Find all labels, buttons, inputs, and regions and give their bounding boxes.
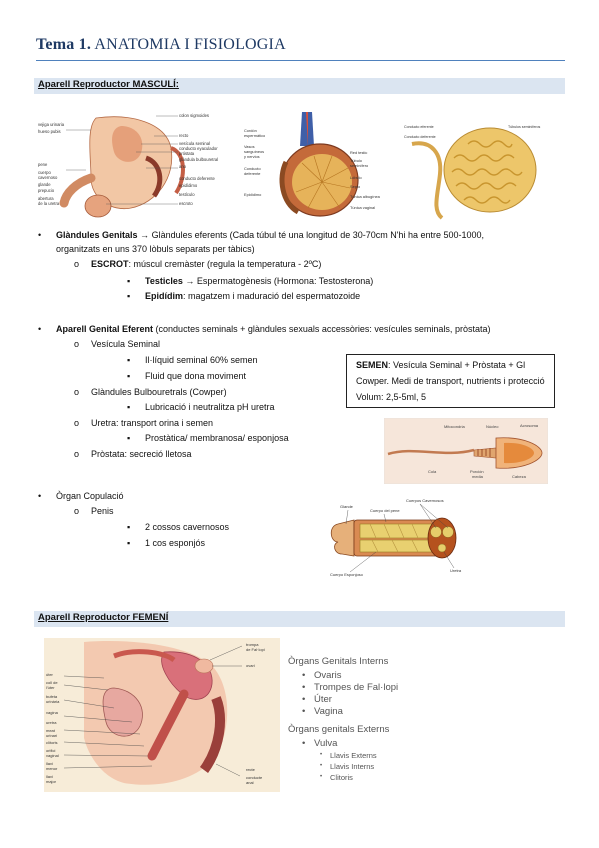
svg-text:de la uretra: de la uretra (38, 201, 60, 206)
female-section-header: Aparell Reproductor FEMENÍ (34, 611, 565, 627)
svg-text:Cuerpo del pene: Cuerpo del pene (370, 508, 400, 513)
svg-text:llavi: llavi (46, 774, 53, 779)
item-fluid-moviment: Fluid que dona moviment (145, 371, 247, 381)
list-bullet: • (302, 738, 306, 749)
svg-text:media: media (472, 474, 483, 479)
svg-text:uretra: uretra (46, 720, 57, 725)
svg-text:Cordón: Cordón (244, 128, 257, 133)
male-sagittal-figure (36, 108, 232, 220)
item-cos-esponjos: 1 cos esponjós (145, 538, 206, 548)
square-bullet: ▪ (127, 291, 131, 301)
bullet-glandules-genitals: Glàndules Genitals → Glàndules eferents (Cada túbul té una longitud de 30-70cm N'hi ha entre 500-1000, (56, 230, 484, 240)
svg-text:recte: recte (246, 767, 255, 772)
svg-text:cavernoso: cavernoso (38, 175, 58, 180)
svg-text:conducte: conducte (246, 775, 263, 780)
svg-text:abertura: abertura (38, 196, 54, 201)
svg-text:vagina: vagina (46, 710, 58, 715)
list-bullet: • (302, 682, 306, 693)
svg-text:ano: ano (179, 164, 186, 169)
svg-text:recto: recto (179, 133, 189, 138)
svg-text:próstata: próstata (179, 151, 195, 156)
sub-bullet-vesicula-seminal: Vesícula Seminal (91, 339, 161, 349)
svg-text:Núcleo: Núcleo (486, 424, 499, 429)
sub-bullet-prostata: Pròstata: secreció lletosa (91, 449, 192, 459)
square-bullet: ▪ (127, 433, 131, 443)
svg-text:Cabeza: Cabeza (512, 474, 526, 479)
item-testicles: Testicles → Espermatogènesis (Hormona: Testosterona) (145, 276, 374, 286)
svg-text:urinari: urinari (46, 733, 58, 738)
list-bullet: • (302, 670, 306, 681)
svg-text:Acrosoma: Acrosoma (520, 423, 539, 428)
svg-text:Túbulos seminíferos: Túbulos seminíferos (508, 125, 541, 129)
svg-text:cuerpo: cuerpo (38, 170, 51, 175)
svg-text:sanguíneos: sanguíneos (244, 149, 265, 154)
svg-text:llavi: llavi (46, 761, 53, 766)
testis-cross-section-figure (242, 108, 386, 220)
svg-text:ovari: ovari (246, 663, 255, 668)
bullet-glandules-genitals-cont: organitzats en uns 370 lòbuls separats per tàbics) (56, 244, 255, 254)
svg-text:menor: menor (46, 766, 58, 771)
svg-text:epidídimo: epidídimo (179, 183, 198, 188)
svg-text:vaginal: vaginal (46, 753, 59, 758)
square-bullet: ▪ (127, 371, 131, 381)
list-bullet: • (320, 752, 323, 758)
list-item-llavis-externs: Llavis Externs (330, 751, 377, 760)
svg-text:deferente: deferente (244, 171, 261, 176)
bullet-dot: • (38, 230, 42, 240)
square-bullet: ▪ (127, 402, 131, 412)
sub-bullet-marker: o (74, 418, 80, 428)
bullet-aparell-genital-eferent: Aparell Genital Eferent (conductes seminals + glàndules sexuals accessòries: vesícules seminals, pròstata) (56, 324, 491, 334)
svg-text:Lóbulo: Lóbulo (350, 175, 362, 180)
square-bullet: ▪ (127, 355, 131, 365)
list-bullet: • (302, 694, 306, 705)
svg-text:orifici: orifici (46, 748, 56, 753)
sub-bullet-marker: o (74, 449, 80, 459)
sub-bullet-bulbouretrals: Glàndules Bulbouretrals (Cowper) (91, 387, 227, 397)
svg-text:Túnica albugínea: Túnica albugínea (350, 194, 380, 199)
svg-text:Epidídimo: Epidídimo (244, 192, 262, 197)
sub-bullet-marker: o (74, 339, 80, 349)
svg-text:Cuerpo Esponjoso: Cuerpo Esponjoso (330, 572, 363, 577)
svg-text:Vasos: Vasos (244, 144, 255, 149)
list-item-ovaris: Ovaris (314, 670, 342, 681)
svg-text:y nervios: y nervios (244, 154, 260, 159)
svg-text:colon sigmoides: colon sigmoides (179, 113, 210, 118)
svg-text:glande: glande (38, 182, 51, 187)
list-item-trompes: Trompes de Fal·lopi (314, 682, 399, 693)
svg-text:hueso pubis: hueso pubis (38, 129, 61, 134)
sub-bullet-penis: Penis (91, 506, 114, 516)
internal-organs-title: Òrgans Genitals Interns (288, 656, 389, 667)
item-lubricacio: Lubricació i neutralitza pH uretra (145, 402, 275, 412)
bullet-dot: • (38, 491, 42, 501)
epididymis-detail-figure (402, 118, 546, 222)
svg-text:clítoris: clítoris (46, 740, 58, 745)
list-item-clitoris: Clitoris (330, 773, 353, 782)
svg-text:coll de: coll de (46, 680, 58, 685)
semen-line-2: Cowper. Medi de transport, nutrients i protecció (356, 376, 545, 386)
svg-text:Túbulo: Túbulo (350, 158, 362, 163)
page-title: Tema 1. ANATOMIA I FISIOLOGIA (36, 36, 286, 53)
svg-text:pene: pene (38, 162, 48, 167)
svg-text:Conducto eferente: Conducto eferente (404, 125, 434, 129)
item-epididim: Epidídim: magatzem i maduració del espermatozoide (145, 291, 361, 301)
svg-text:de Fal·lopi: de Fal·lopi (246, 647, 265, 652)
svg-text:testículo: testículo (179, 192, 195, 197)
svg-text:vesícula seminal: vesícula seminal (179, 141, 210, 146)
svg-text:Porción: Porción (470, 469, 484, 474)
svg-text:meat: meat (46, 728, 55, 733)
svg-text:urinària: urinària (46, 699, 60, 704)
sub-bullet-marker: o (74, 259, 80, 269)
list-bullet: • (302, 706, 306, 717)
square-bullet: ▪ (127, 522, 131, 532)
item-liquid-seminal: Il·líquid seminal 60% semen (145, 355, 258, 365)
semen-line-3: Volum: 2,5-5ml, 5 (356, 392, 427, 402)
svg-text:glándula bulbouretral: glándula bulbouretral (179, 157, 219, 162)
list-bullet: • (320, 774, 323, 780)
semen-info-box (346, 354, 555, 408)
svg-text:vejiga urinaria: vejiga urinaria (38, 122, 65, 127)
spermatozoon-figure (384, 418, 548, 484)
list-bullet: • (320, 763, 323, 769)
sub-bullet-marker: o (74, 387, 80, 397)
svg-text:l'úter: l'úter (46, 685, 55, 690)
list-item-vagina: Vagina (314, 706, 343, 717)
svg-text:úter: úter (46, 672, 53, 677)
sub-bullet-uretra: Uretra: transport orina i semen (91, 418, 214, 428)
semen-line-1: SEMEN: Vesícula Seminal + Pròstata + Gl (356, 360, 526, 370)
list-item-vulva: Vulva (314, 738, 338, 749)
female-sagittal-figure (44, 638, 280, 792)
title-divider (36, 60, 565, 61)
svg-text:Glande: Glande (340, 504, 353, 509)
male-section-header: Aparell Reproductor MASCULÍ: (34, 78, 565, 94)
bullet-dot: • (38, 324, 42, 334)
svg-text:Conducto: Conducto (244, 166, 261, 171)
svg-text:prepucio: prepucio (38, 188, 55, 193)
list-item-llavis-interns: Llavis Interns (330, 762, 375, 771)
svg-text:major: major (46, 779, 57, 784)
external-organs-title: Òrgans genitals Externs (288, 724, 390, 735)
svg-text:espermático: espermático (244, 133, 266, 138)
list-item-uter: Úter (314, 694, 332, 705)
svg-text:escroto: escroto (179, 201, 193, 206)
sub-bullet-marker: o (74, 506, 80, 516)
svg-text:Septo: Septo (350, 184, 361, 189)
svg-text:Uretra: Uretra (450, 568, 462, 573)
item-cossos-cavernosos: 2 cossos cavernosos (145, 522, 230, 532)
svg-text:Conducto deferente: Conducto deferente (404, 135, 436, 139)
svg-text:seminífero: seminífero (350, 163, 369, 168)
svg-text:trompa: trompa (246, 642, 259, 647)
svg-text:conducto deferente: conducto deferente (179, 176, 215, 181)
svg-text:Túnica vaginal: Túnica vaginal (350, 205, 376, 210)
svg-text:conducto eyaculador: conducto eyaculador (179, 146, 218, 151)
svg-text:Mitocondria: Mitocondria (444, 424, 465, 429)
svg-text:bufeta: bufeta (46, 694, 58, 699)
sub-bullet-escrot: ESCROT: múscul cremàster (regula la temperatura - 2ºC) (91, 259, 322, 269)
svg-text:Cola: Cola (428, 469, 437, 474)
square-bullet: ▪ (127, 276, 131, 286)
svg-text:Red testic: Red testic (350, 150, 368, 155)
bullet-organ-copulacio: Òrgan Copulació (56, 491, 124, 501)
item-prostatica: Prostàtica/ membranosa/ esponjosa (145, 433, 289, 443)
svg-text:Cuerpos Cavernosos: Cuerpos Cavernosos (406, 498, 444, 503)
penis-cross-section-figure (326, 496, 468, 580)
square-bullet: ▪ (127, 538, 131, 548)
svg-text:anal: anal (246, 780, 254, 785)
